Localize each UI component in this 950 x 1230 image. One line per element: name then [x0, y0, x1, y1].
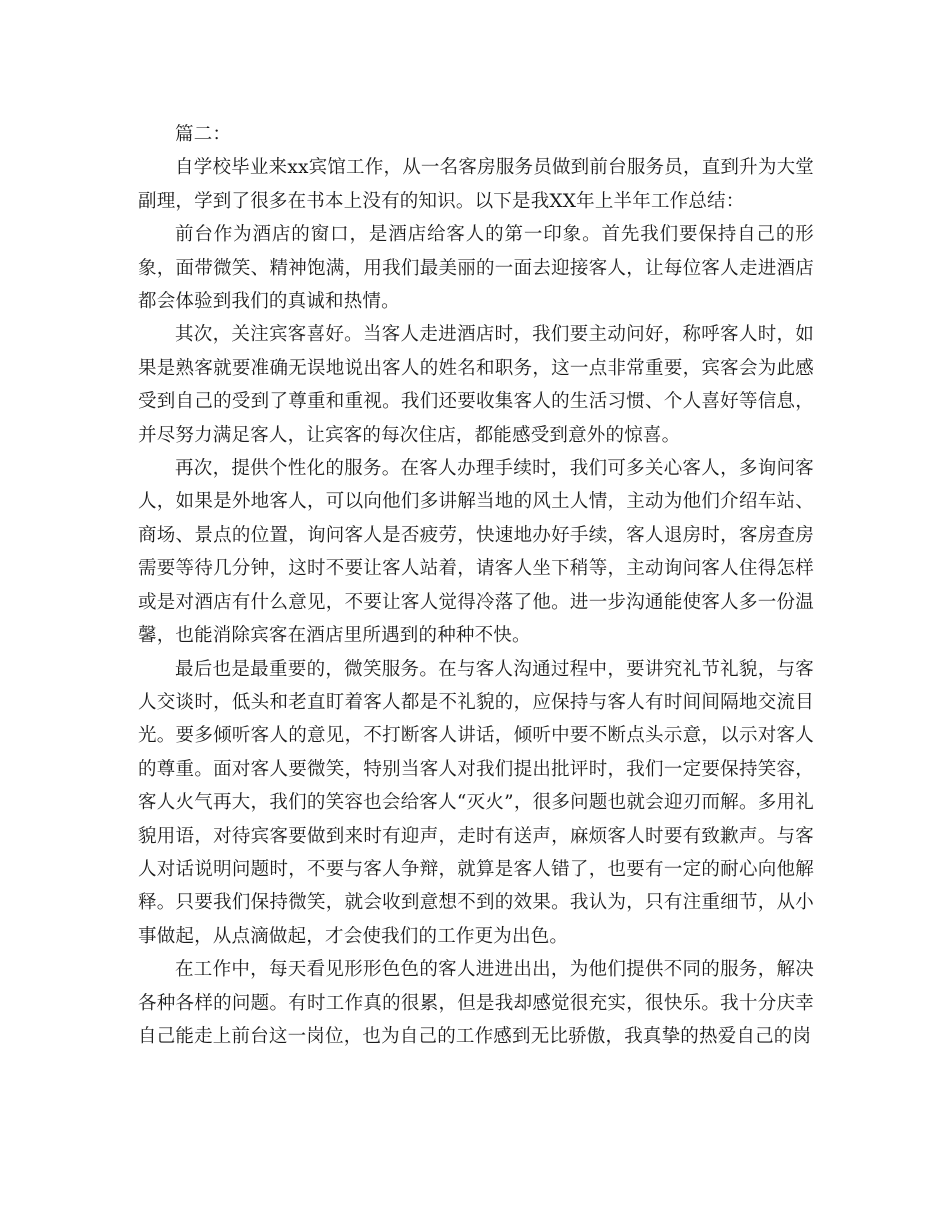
section-heading: 篇二：	[175, 124, 232, 145]
paragraph-front-desk-image: 前台作为酒店的窗口，是酒店给客人的第一印象。首先我们要保持自己的形象，面带微笑、精神饱满，用我们最美丽的一面去迎接客人，让每位客人走进酒店都会体验到我们的真诚和热情。	[138, 224, 814, 313]
paragraph-smile-service: 最后也是最重要的，微笑服务。在与客人沟通过程中，要讲究礼节礼貌，与客人交谈时，低头和老直盯着客人都是不礼貌的，应保持与客人有时间间隔地交流目光。要多倾听客人的意见，不打断客人讲话，倾听中要不断点头示意，以示对客人的尊重。面对客人要微笑，特别当客人对我们提出批评时，我们一定要保持笑容，客人火气再大，我们的笑容也会给客人“灭火”，很多问题也就会迎刃而解。多用礼貌用语，对待宾客要做到来时有迎声，走时有送声，麻烦客人时要有致歉声。与客人对话说明问题时，不要与客人争辩，就算是客人错了，也要有一定的耐心向他解释。只要我们保持微笑，就会收到意想不到的效果。我认为，只有注重细节，从小事做起，从点滴做起，才会使我们的工作更为出色。	[138, 658, 814, 947]
document-body	[138, 118, 814, 1053]
paragraph-intro: 自学校毕业来xx宾馆工作，从一名客房服务员做到前台服务员，直到升为大堂副理，学到了很多在书本上没有的知识。以下是我XX年上半年工作总结：	[138, 157, 814, 212]
paragraph-guest-preferences: 其次，关注宾客喜好。当客人走进酒店时，我们要主动问好，称呼客人时，如果是熟客就要准确无误地说出客人的姓名和职务，这一点非常重要，宾客会为此感受到自己的受到了尊重和重视。我们还要收集客人的生活习惯、个人喜好等信息，并尽努力满足客人，让宾客的每次住店，都能感受到意外的惊喜。	[138, 324, 814, 446]
paragraph-personalized-service: 再次，提供个性化的服务。在客人办理手续时，我们可多关心客人，多询问客人，如果是外地客人，可以向他们多讲解当地的风土人情，主动为他们介绍车站、商场、景点的位置，询问客人是否疲劳，快速地办好手续，客人退房时，客房查房需要等待几分钟，这时不要让客人站着，请客人坐下稍等，主动询问客人住得怎样或是对酒店有什么意见，不要让客人觉得冷落了他。进一步沟通能使客人多一份温馨，也能消除宾客在酒店里所遇到的种种不快。	[138, 458, 814, 647]
paragraph-work-reflection: 在工作中，每天看见形形色色的客人进进出出，为他们提供不同的服务，解决各种各样的问题。有时工作真的很累，但是我却感觉很充实，很快乐。我十分庆幸自己能走上前台这一岗位，也为自己的工作感到无比骄傲，我真挚的热爱自己的岗	[138, 959, 814, 1047]
